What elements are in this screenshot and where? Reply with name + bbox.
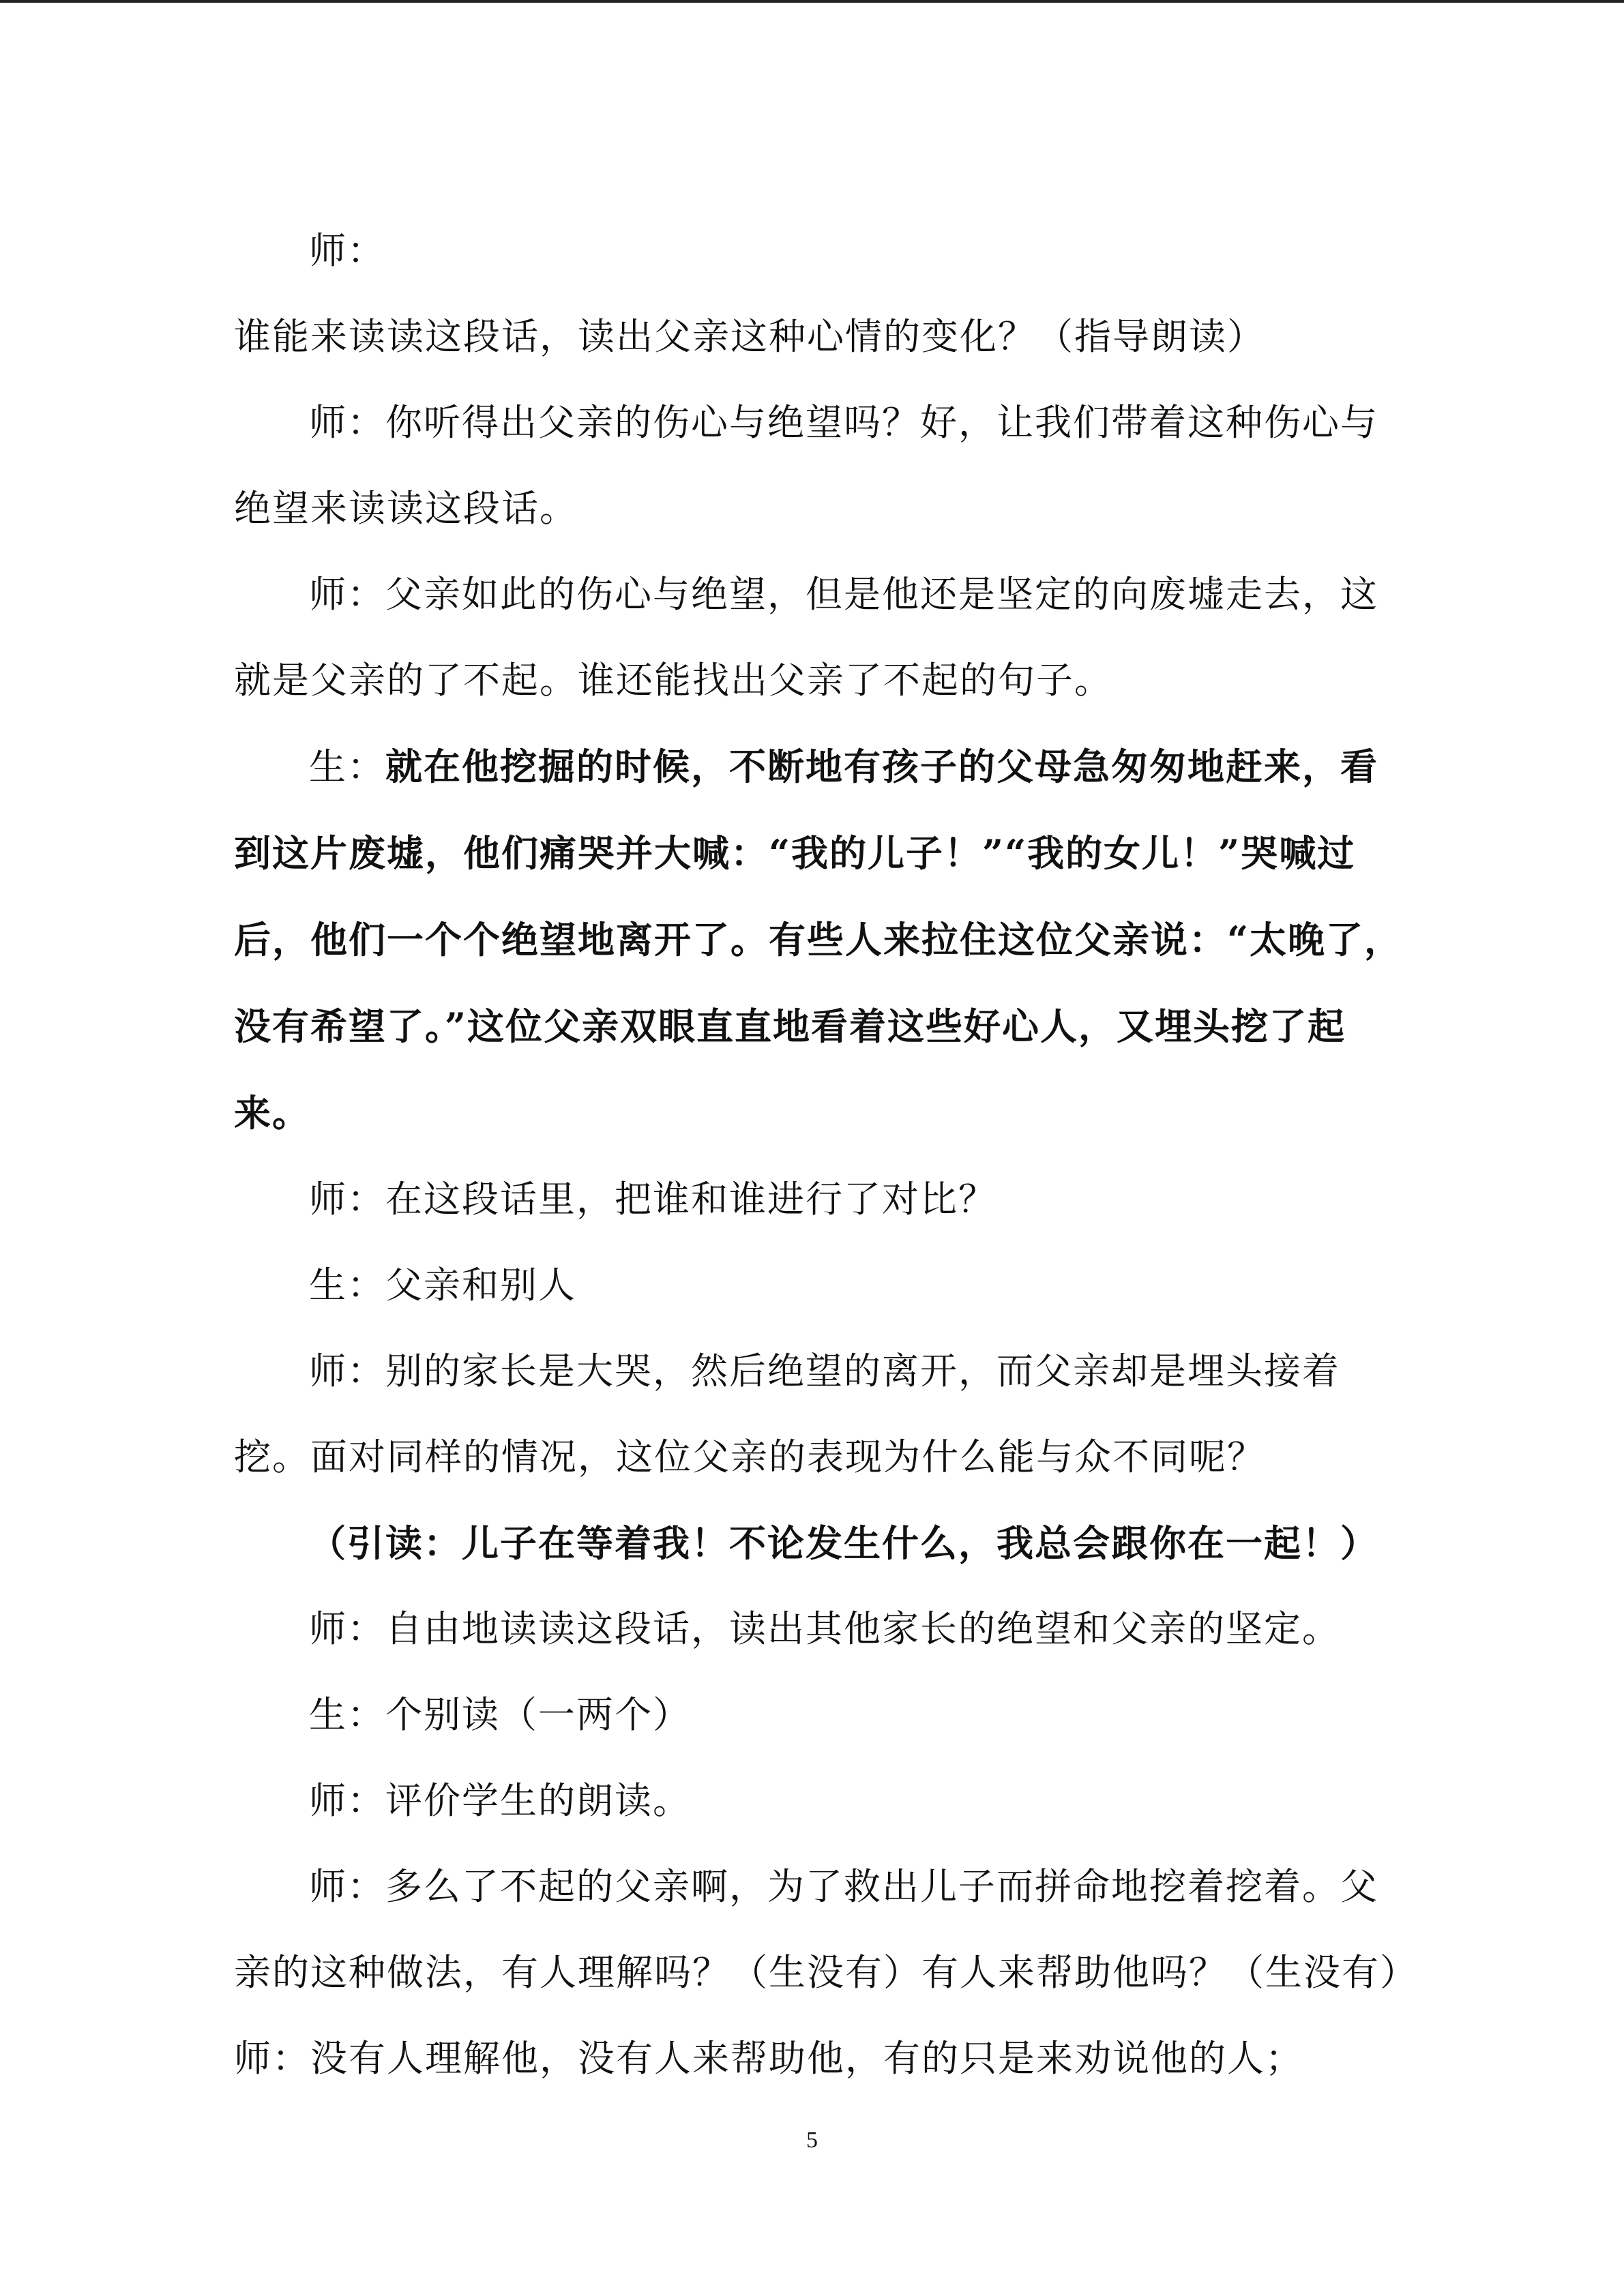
speaker-label: 师： (309, 401, 385, 444)
paragraph-text: 父亲如此的伤心与绝望，但是他还是坚定的向废墟走去，这就是父亲的了不起。谁还能找出父亲了不起的句子。 (234, 573, 1378, 702)
paragraph-text: 你听得出父亲的伤心与绝望吗？好，让我们带着这种伤心与绝望来读读这段话。 (234, 401, 1378, 530)
paragraph-text: 自由地读读这段话，读出其他家长的绝望和父亲的坚定。 (385, 1607, 1340, 1650)
speaker-label: 生： (309, 1264, 385, 1307)
paragraph-text: 谁能来读读这段话，读出父亲这种心情的变化？（指导朗读） (234, 315, 1265, 358)
speaker-label: 师： (309, 1607, 385, 1650)
paragraph-teacher-remarkable (234, 552, 1407, 724)
paragraph-guided-reading-quote (234, 1500, 1407, 1586)
paragraph-teacher-father-effort (234, 1844, 1407, 2102)
paragraph-text: 父亲和别人 (385, 1264, 576, 1307)
paragraph-student-individual (234, 1672, 1407, 1758)
paragraph-student-quote (234, 724, 1407, 1157)
paragraph-teacher-contrast (234, 1157, 1407, 1242)
paragraph-text: 在这段话里，把谁和谁进行了对比？ (385, 1178, 996, 1221)
page-number: 5 (806, 2128, 818, 2153)
speaker-label: 师： (309, 573, 385, 616)
paragraph-teacher-evaluate (234, 1758, 1407, 1844)
paragraph-text: 多么了不起的父亲啊，为了救出儿子而拼命地挖着挖着。父亲的这种做法，有人理解吗？（生没有）有人来帮助他吗？（生没有）师：没有人理解他，没有人来帮助他，有的只是来劝说他的人； (234, 1865, 1400, 2080)
paragraph-teacher-different (234, 1328, 1407, 1500)
speaker-label: 师： (309, 1865, 385, 1908)
paragraph-text: 评价学生的朗读。 (385, 1779, 691, 1822)
paragraph-teacher-guided-reading (234, 208, 1407, 380)
speaker-label: 师： (309, 1779, 385, 1822)
paragraph-text-bold: 就在他挖掘的时候，不断地有孩子的父母急匆匆地赶来，看到这片废墟，他们痛哭并大喊：“我的儿子！”“我的女儿！”哭喊过后，他们一个个绝望地离开了。有些人来拉住这位父亲说：“太晚了，没有希望了。”这位父亲双眼直直地看着这些好心人，又埋头挖了起来。 (234, 745, 1403, 1135)
paragraph-text-bold: （引读：儿子在等着我！不论发生什么，我总会跟你在一起！） (309, 1521, 1378, 1565)
paragraph-teacher-sadness (234, 380, 1407, 552)
document-body (234, 208, 1407, 2102)
speaker-label: 生： (309, 1693, 385, 1736)
speaker-label: 师： (309, 229, 385, 272)
paragraph-teacher-free-reading (234, 1586, 1407, 1672)
speaker-label: 生： (309, 745, 385, 788)
paragraph-student-answer (234, 1242, 1407, 1328)
speaker-label: 师： (309, 1350, 385, 1392)
paragraph-text: 个别读（一两个） (385, 1693, 691, 1736)
speaker-label: 师： (309, 1178, 385, 1221)
paragraph-text: 别的家长是大哭，然后绝望的离开，而父亲却是埋头接着挖。面对同样的情况，这位父亲的表现为什么能与众不同呢？ (234, 1350, 1340, 1478)
top-border-line (0, 0, 1624, 3)
